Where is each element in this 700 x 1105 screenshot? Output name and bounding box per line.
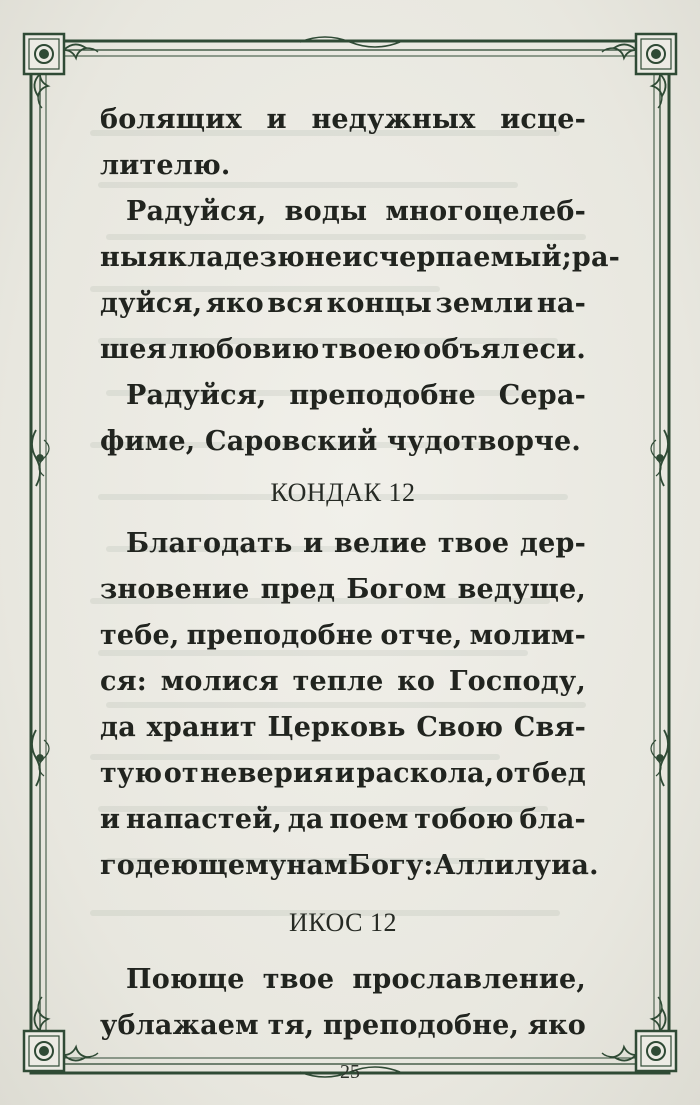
- text-line: [100, 957, 586, 1003]
- text-line: [100, 327, 586, 373]
- text-line: [100, 1003, 586, 1049]
- word: и: [266, 104, 287, 135]
- word: тепле: [292, 666, 384, 697]
- word: Свя-: [513, 712, 586, 743]
- word: тя,: [267, 1010, 315, 1041]
- word: Церковь: [267, 712, 406, 743]
- word: и: [334, 758, 355, 789]
- word: от: [495, 758, 531, 789]
- word: кладезю: [167, 242, 305, 273]
- word: на-: [536, 288, 586, 319]
- word: неверия: [200, 758, 334, 789]
- word: зновение: [100, 574, 250, 605]
- text-line: [100, 659, 586, 705]
- text-line: [100, 751, 586, 797]
- word: тебе,: [100, 620, 180, 651]
- word: бла-: [519, 804, 586, 835]
- word: земли: [435, 288, 534, 319]
- word: ублажаем: [100, 1010, 259, 1041]
- word: исце-: [500, 104, 586, 135]
- word: велие: [334, 528, 428, 559]
- text-line: фиме, Саровский чудотворче.: [100, 426, 581, 457]
- word: воды: [284, 196, 368, 227]
- text-line: [100, 521, 586, 567]
- word: прославление,: [352, 964, 586, 995]
- word: молися: [160, 666, 279, 697]
- word: шея: [100, 334, 167, 365]
- word: Поюще: [126, 964, 245, 995]
- word: любовию: [168, 334, 320, 365]
- text-line: [100, 281, 586, 327]
- word: Сера-: [498, 380, 586, 411]
- word: дер-: [519, 528, 586, 559]
- word: пред: [260, 574, 336, 605]
- word: преподобне: [289, 380, 476, 411]
- word: преподобне,: [323, 1010, 520, 1041]
- word: хранит: [146, 712, 257, 743]
- paragraph: [100, 189, 621, 373]
- word: и: [303, 528, 324, 559]
- word: молим-: [469, 620, 586, 651]
- word: твое: [437, 528, 510, 559]
- word: яко: [527, 1010, 586, 1041]
- word: ныя: [100, 242, 168, 273]
- word: тобою: [414, 804, 514, 835]
- word: Богом: [346, 574, 447, 605]
- word: Аллилуиа.: [433, 850, 599, 881]
- word: ра-: [571, 242, 621, 273]
- word: ко: [397, 666, 436, 697]
- word: и: [100, 804, 121, 835]
- word: Богу:: [347, 850, 434, 881]
- paragraph: [100, 521, 599, 889]
- word: ся:: [100, 666, 147, 697]
- section-heading: КОНДАК 12: [270, 478, 416, 507]
- page-text: [100, 97, 621, 1049]
- text-line: [100, 613, 586, 659]
- word: многоцелеб-: [385, 196, 586, 227]
- word: объял: [423, 334, 520, 365]
- word: бед: [532, 758, 586, 789]
- word: болящих: [100, 104, 242, 135]
- word: преподобне: [186, 620, 374, 651]
- word: Свою: [416, 712, 504, 743]
- word: концы: [326, 288, 432, 319]
- word: напастей,: [125, 804, 283, 835]
- text-line: [100, 235, 621, 281]
- word: годеющему: [100, 850, 287, 881]
- word: твоею: [321, 334, 422, 365]
- word: тую: [100, 758, 163, 789]
- word: да: [100, 712, 136, 743]
- word: да: [287, 804, 324, 835]
- page-number: 25: [340, 1061, 360, 1083]
- word: отче,: [380, 620, 463, 651]
- word: вся: [267, 288, 324, 319]
- word: Радуйся,: [126, 380, 267, 411]
- word: Радуйся,: [126, 196, 267, 227]
- word: яко: [205, 288, 264, 319]
- text-line: лителю.: [100, 150, 231, 181]
- text-line: [100, 705, 586, 751]
- word: поем: [329, 804, 409, 835]
- text-line: [100, 97, 586, 143]
- word: Благодать: [126, 528, 293, 559]
- word: неисчерпаемый;: [304, 242, 572, 273]
- paragraph: [100, 97, 586, 189]
- word: нам: [286, 850, 348, 881]
- word: ведуще,: [457, 574, 586, 605]
- word: дуйся,: [100, 288, 203, 319]
- text-line: [100, 843, 599, 889]
- section-heading: ИКОС 12: [289, 908, 397, 937]
- text-line: [100, 797, 586, 843]
- word: еси.: [522, 334, 586, 365]
- word: твое: [262, 964, 335, 995]
- paragraph: [100, 957, 586, 1049]
- word: Господу,: [448, 666, 586, 697]
- word: недужных: [311, 104, 476, 135]
- text-line: [100, 373, 586, 419]
- text-line: [100, 567, 586, 613]
- word: от: [163, 758, 199, 789]
- word: раскола,: [356, 758, 495, 789]
- paragraph: [100, 373, 586, 465]
- text-line: [100, 189, 586, 235]
